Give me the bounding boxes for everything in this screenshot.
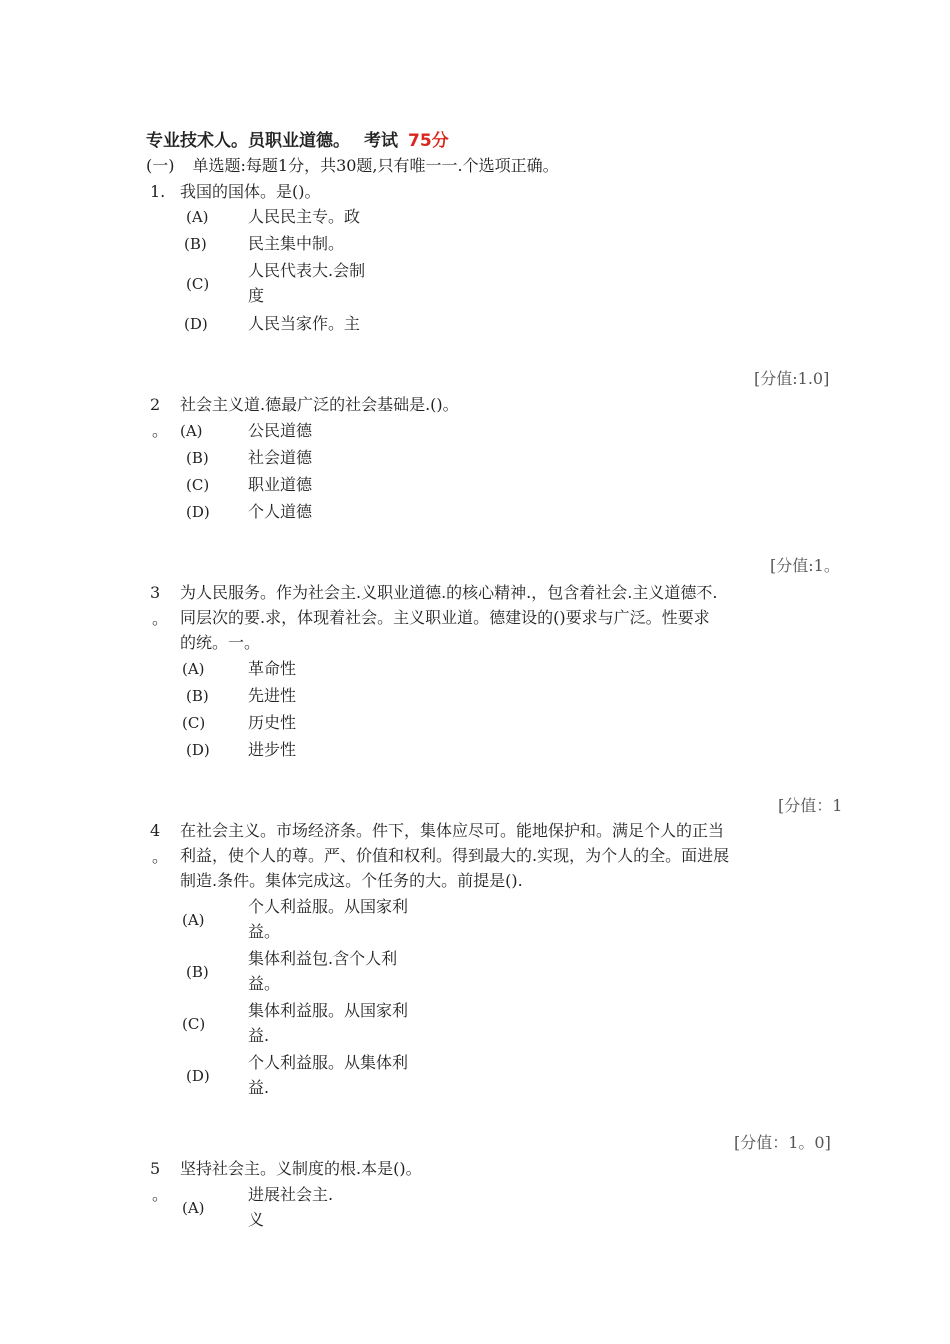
option-text: 集体利益包.含个人利 bbox=[248, 949, 398, 968]
question-text-line: 的统。一。 bbox=[180, 633, 261, 652]
question-text-line: 利益，使个人的尊。严、价值和权利。得到最大的.实现，为个人的全。面进展 bbox=[180, 846, 730, 865]
title-score: 75分 bbox=[408, 131, 449, 151]
option-label: (C) bbox=[182, 1015, 206, 1033]
option-text: 义 bbox=[248, 1210, 265, 1229]
option-text: 个人利益服。从国家利 bbox=[248, 897, 409, 916]
option-text: 度 bbox=[248, 286, 265, 305]
question-text: 我国的国体。是()。 bbox=[180, 182, 321, 201]
option-label: (D) bbox=[186, 503, 210, 521]
option-text: 先进性 bbox=[248, 686, 297, 705]
question-text: 坚持社会主。义制度的根.本是()。 bbox=[180, 1159, 422, 1178]
question-text-line: 在社会主义。市场经济条。件下，集体应尽可。能地保护和。满足个人的正当 bbox=[180, 821, 725, 840]
question-number: 4 bbox=[150, 821, 161, 840]
option-text: 职业道德 bbox=[248, 475, 313, 494]
option-text: 民主集中制。 bbox=[248, 234, 345, 253]
question-number: 5 bbox=[150, 1159, 161, 1178]
question-number: 3 bbox=[150, 583, 161, 602]
question-number: 1. bbox=[150, 182, 166, 201]
option-label: (C) bbox=[186, 275, 210, 293]
question-number-dot: 。 bbox=[152, 847, 169, 866]
question-text-line: 制造.条件。集体完成这。个任务的大。前提是(). bbox=[180, 871, 523, 890]
score-value: [分值:1.0] bbox=[754, 369, 830, 388]
option-label: (A) bbox=[186, 208, 209, 226]
score-value: [分值：1。0] bbox=[734, 1133, 831, 1152]
option-text: 益。 bbox=[248, 922, 281, 941]
question-number-dot: 。 bbox=[152, 609, 169, 628]
option-label: (D) bbox=[184, 315, 208, 333]
option-text: 个人利益服。从集体利 bbox=[248, 1053, 409, 1072]
option-text: 益. bbox=[248, 1026, 270, 1045]
option-label: (A) bbox=[180, 422, 203, 440]
option-label: (B) bbox=[184, 235, 207, 253]
option-text: 社会道德 bbox=[248, 448, 313, 467]
option-text: 人民当家作。主 bbox=[248, 314, 361, 333]
section-heading bbox=[146, 153, 559, 176]
option-text: 公民道德 bbox=[248, 421, 313, 440]
option-text: 人民代表大.会制 bbox=[248, 261, 366, 280]
option-label: (B) bbox=[186, 963, 209, 981]
option-text: 个人道德 bbox=[248, 502, 313, 521]
document-title bbox=[146, 126, 449, 151]
title-exam: 考试 bbox=[364, 131, 398, 151]
option-text: 集体利益服。从国家利 bbox=[248, 1001, 409, 1020]
score-value: [分值:1。 bbox=[770, 556, 840, 575]
option-label: (B) bbox=[186, 687, 209, 705]
score-value: [分值：1 bbox=[778, 796, 843, 815]
question-number: 2 bbox=[150, 395, 161, 414]
option-text: 历史性 bbox=[248, 713, 297, 732]
option-text: 进展社会主. bbox=[248, 1185, 334, 1204]
option-label: (D) bbox=[186, 741, 210, 759]
section-text: 单选题:每题1分，共30题,只有唯一一.个选项正确。 bbox=[192, 156, 559, 175]
option-label: (A) bbox=[182, 660, 205, 678]
option-label: (C) bbox=[182, 714, 206, 732]
option-label: (D) bbox=[186, 1067, 210, 1085]
option-label: (A) bbox=[182, 911, 205, 929]
option-label: (A) bbox=[182, 1199, 205, 1217]
question-number-dot: 。 bbox=[152, 421, 169, 440]
option-label: (C) bbox=[186, 476, 210, 494]
option-label: (B) bbox=[186, 449, 209, 467]
question-text: 社会主义道.德最广泛的社会基础是.()。 bbox=[180, 395, 459, 414]
option-text: 人民民主专。政 bbox=[248, 207, 361, 226]
option-text: 进步性 bbox=[248, 740, 297, 759]
option-text: 益. bbox=[248, 1078, 270, 1097]
question-text-line: 同层次的要.求，体现着社会。主义职业道。德建设的()要求与广泛。性要求 bbox=[180, 608, 710, 627]
question-text-line: 为人民服务。作为社会主.义职业道德.的核心精神.，包含着社会.主义道德不. bbox=[180, 583, 718, 602]
option-text: 革命性 bbox=[248, 659, 297, 678]
question-number-dot: 。 bbox=[152, 1185, 169, 1204]
section-number: (一) bbox=[146, 156, 175, 175]
option-text: 益。 bbox=[248, 974, 281, 993]
title-text: 专业技术人。员职业道德。 bbox=[146, 131, 350, 151]
